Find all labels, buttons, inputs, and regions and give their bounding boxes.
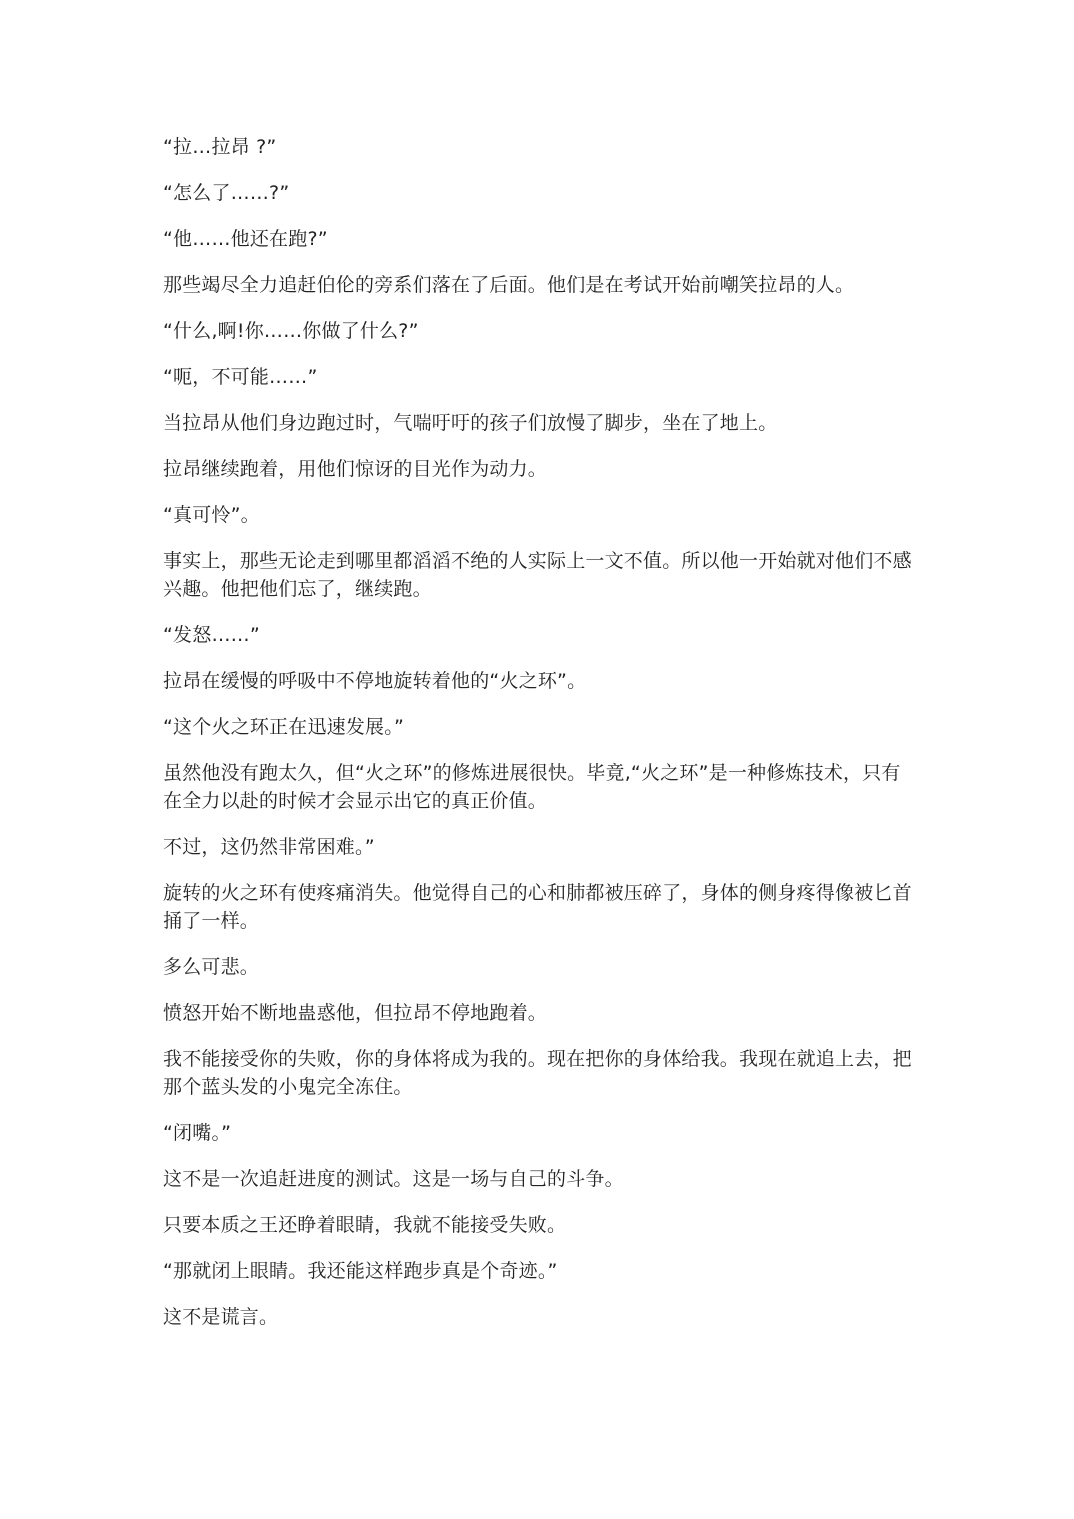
paragraph: 当拉昂从他们身边跑过时，气喘吁吁的孩子们放慢了脚步，坐在了地上。 (163, 412, 778, 434)
paragraph: “发怒……” (163, 624, 260, 646)
paragraph: 事实上，那些无论走到哪里都滔滔不绝的人实际上一文不值。所以他一开始就对他们不感兴趣。他把他们忘了，继续跑。 (163, 550, 912, 600)
paragraph: 这不是一次追赶进度的测试。这是一场与自己的斗争。 (163, 1168, 624, 1190)
paragraph: “呃，不可能……” (163, 366, 318, 388)
paragraph: 愤怒开始不断地蛊惑他，但拉昂不停地跑着。 (163, 1002, 548, 1024)
paragraph: 拉昂在缓慢的呼吸中不停地旋转着他的“火之环”。 (163, 670, 587, 692)
paragraph: 不过，这仍然非常困难。” (163, 836, 375, 858)
paragraph: 那些竭尽全力追赶伯伦的旁系们落在了后面。他们是在考试开始前嘲笑拉昂的人。 (163, 274, 855, 296)
paragraph: “那就闭上眼睛。我还能这样跑步真是个奇迹。” (163, 1260, 558, 1282)
paragraph: 旋转的火之环有使疼痛消失。他觉得自己的心和肺都被压碎了，身体的侧身疼得像被匕首捅了一样。 (163, 882, 912, 932)
paragraph: 这不是谎言。 (163, 1306, 279, 1328)
paragraph: “闭嘴。” (163, 1122, 232, 1144)
paragraph: 多么可悲。 (163, 956, 260, 978)
paragraph: 只要本质之王还睁着眼睛，我就不能接受失败。 (163, 1214, 567, 1236)
paragraph: “什么,啊!你……你做了什么?” (163, 320, 419, 342)
paragraph: 我不能接受你的失败，你的身体将成为我的。现在把你的身体给我。我现在就追上去，把那个蓝头发的小鬼完全冻住。 (163, 1048, 912, 1098)
paragraph: “怎么了……?” (163, 182, 290, 204)
text-body (163, 133, 918, 1349)
paragraph: 虽然他没有跑太久，但“火之环”的修炼进展很快。毕竟,“火之环”是一种修炼技术，只有在全力以赴的时候才会显示出它的真正价值。 (163, 762, 901, 812)
paragraph: “拉…拉昂 ?” (163, 136, 277, 158)
paragraph: “他……他还在跑?” (163, 228, 328, 250)
paragraph: 拉昂继续跑着，用他们惊讶的目光作为动力。 (163, 458, 548, 480)
paragraph: “真可怜”。 (163, 504, 260, 526)
paragraph: “这个火之环正在迅速发展。” (163, 716, 404, 738)
